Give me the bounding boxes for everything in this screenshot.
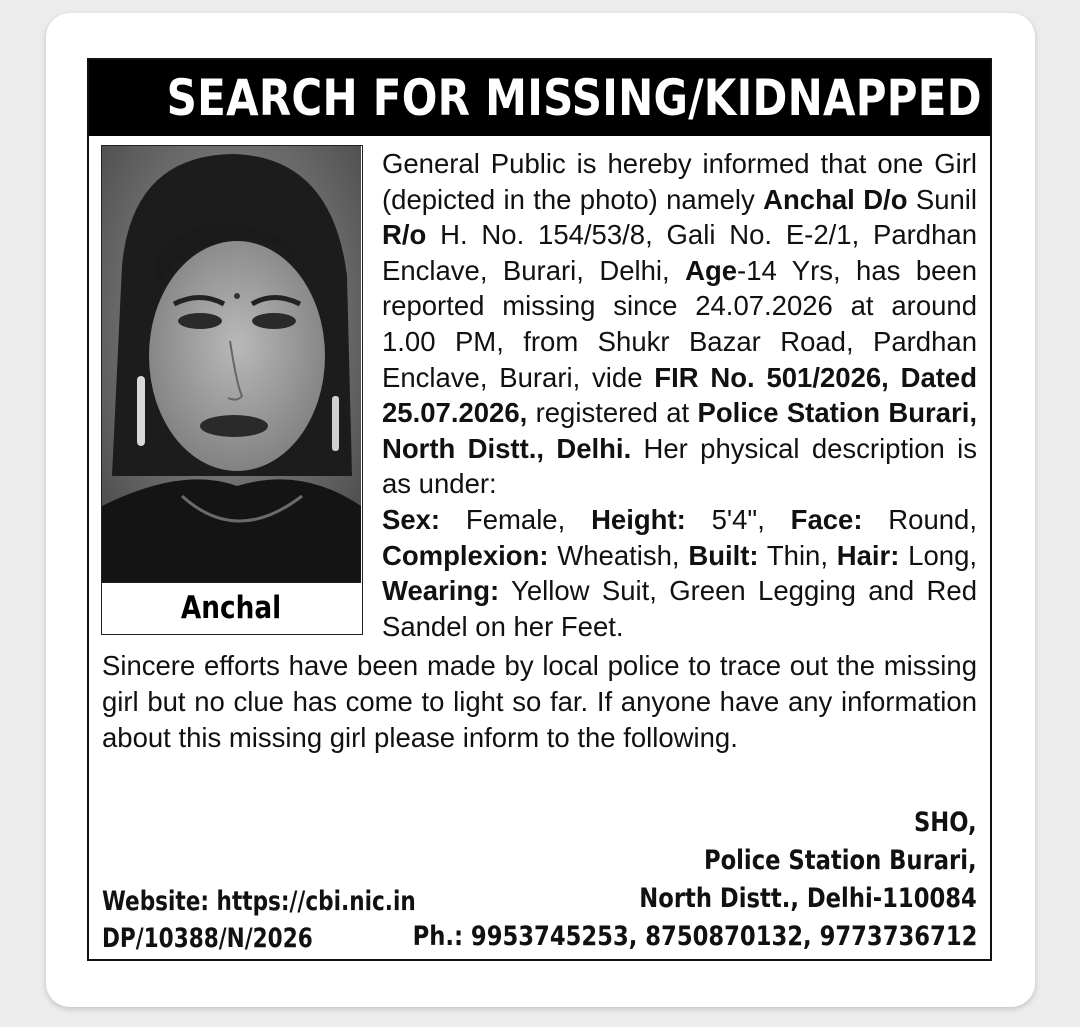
police-station-name: Police Station Burari, North Distt., Delhi. [382, 397, 977, 464]
notice-title-banner [89, 60, 990, 136]
website-text: Website: https://cbi.nic.in [102, 886, 416, 917]
fir-details: FIR No. 501/2026, Dated 25.07.2026, [382, 361, 978, 429]
notice-title: SEARCH FOR MISSING/KIDNAPPED [166, 69, 982, 127]
notice-appeal-paragraph: Sincere efforts have been made by local police to trace out the missing girl but no clue has come to light so far. If anyone have any information about this missing girl please inform to the following. [102, 650, 977, 753]
footer-district: North Distt., Delhi-110084 [639, 883, 977, 914]
dp-reference: DP/10388/N/2026 [102, 923, 313, 954]
notice-body [102, 146, 977, 755]
missing-person-name: Anchal [763, 183, 855, 215]
notice-footer [102, 800, 977, 960]
photo-caption: Anchal [102, 582, 361, 633]
address-text: H. No. 154/53/8, Gali No. E-2/1, Pardhan Enclave, Burari, Delhi, [382, 219, 977, 286]
footer-station: Police Station Burari, [704, 845, 977, 876]
sho-label: SHO, [914, 807, 977, 838]
phone-numbers: Ph.: 9953745253, 8750870132, 9773736712 [412, 921, 977, 952]
photo-text-wrap-spacer [102, 146, 382, 646]
physical-description: Sex: Female, Height: 5'4", Face: Round, Complexion: Wheatish, Built: Thin, Hair: Long, Wearing: Yellow Suit, Green Legging and Red Sandel on her Feet. [382, 503, 977, 642]
missing-person-notice [87, 58, 992, 961]
notice-paragraph-main: General Public is hereby informed that one Girl (depicted in the photo) namely Anchal D/o Sunil R/o H. No. 154/53/8, Gali No. E-2/1, Pardhan Enclave, Burari, Delhi, Age-14 Yrs, has been reported missing since 24.07.2026 at around 1.00 PM, from Shukr Bazar Road, Pardhan Enclave, Burari, vide FIR No. 501/2026, Dated 25.07.2026, registered at Police Station Burari, North Distt., Delhi. Her physical description is as under: [382, 148, 978, 500]
